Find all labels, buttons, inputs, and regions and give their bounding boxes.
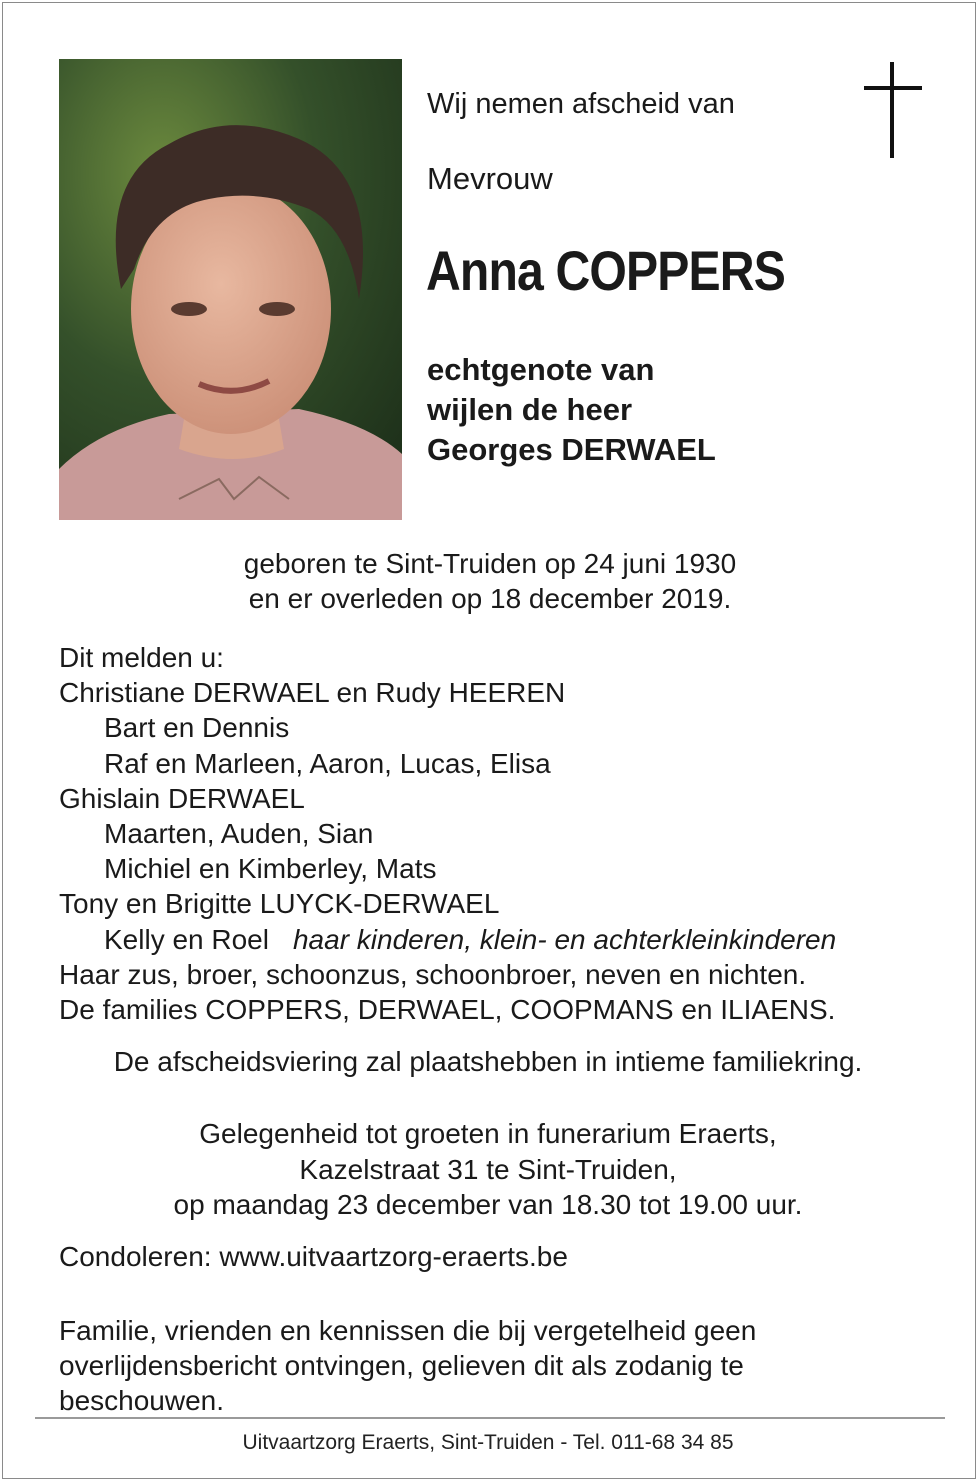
condolence-link[interactable]: Condoleren: www.uitvaartzorg-eraerts.be <box>59 1241 568 1272</box>
life-dates <box>0 546 980 616</box>
notice-line: beschouwen. <box>59 1385 225 1417</box>
spouse-line: wijlen de heer <box>427 392 633 427</box>
family-line-last <box>59 922 836 957</box>
salutation: Mevrouw <box>427 161 553 196</box>
spouse-block <box>427 350 716 470</box>
notice-block <box>59 1313 859 1419</box>
family-line: Raf en Marleen, Aaron, Lucas, Elisa <box>104 747 551 779</box>
birth-line: geboren te Sint-Truiden op 24 juni 1930 <box>243 548 737 579</box>
visitation-line: op maandag 23 december van 18.30 tot 19.00 uur. <box>173 1189 803 1220</box>
family-line: Christiane DERWAEL en Rudy HEEREN <box>59 677 566 709</box>
family-line: Kelly en Roel <box>104 923 269 955</box>
footer-text: Uitvaartzorg Eraerts, Sint-Truiden - Tel. 011-68 34 85 <box>242 1431 734 1454</box>
portrait-photo <box>59 59 402 520</box>
spouse-line: echtgenote van <box>427 352 655 387</box>
family-heading: Dit melden u: <box>59 642 224 673</box>
footer-divider <box>35 1417 945 1419</box>
cross-icon <box>864 62 922 158</box>
death-line: en er overleden op 18 december 2019. <box>248 583 732 614</box>
family-list <box>59 640 836 1027</box>
family-line: Tony en Brigitte LUYCK-DERWAEL <box>59 888 500 920</box>
ceremony-text: De afscheidsviering zal plaatshebben in intieme familiekring. <box>113 1046 863 1077</box>
family-line: Maarten, Auden, Sian <box>104 818 374 850</box>
extended-family-line: De families COPPERS, DERWAEL, COOPMANS en ILIAENS. <box>59 994 836 1026</box>
visitation-line: Gelegenheid tot groeten in funerarium Eraerts, <box>199 1118 777 1149</box>
notice-line: Familie, vrienden en kennissen die bij vergetelheid geen <box>59 1315 757 1346</box>
extended-family-line: Haar zus, broer, schoonzus, schoonbroer, neven en nichten. <box>59 958 807 990</box>
notice-line: overlijdensbericht ontvingen, gelieven dit als zodanig te <box>59 1350 744 1382</box>
intro-text: Wij nemen afscheid van <box>427 88 735 120</box>
family-line: Ghislain DERWAEL <box>59 782 305 814</box>
family-role: haar kinderen, klein- en achterkleinkinderen <box>292 923 837 955</box>
family-line: Bart en Dennis <box>104 712 290 744</box>
visitation-block <box>0 1116 976 1223</box>
spouse-line: Georges DERWAEL <box>427 432 716 467</box>
deceased-name: Anna COPPERS <box>426 239 785 302</box>
visitation-line: Kazelstraat 31 te Sint-Truiden, <box>299 1153 677 1185</box>
family-line: Michiel en Kimberley, Mats <box>104 853 437 885</box>
